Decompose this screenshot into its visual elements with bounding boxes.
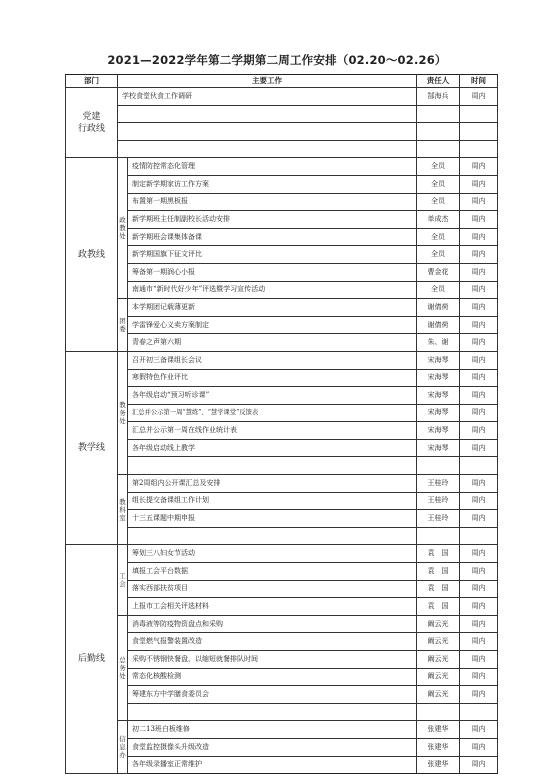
dept-label-line: 后勤线: [77, 654, 105, 665]
dept-label-line: 党建: [82, 111, 101, 122]
table-row: [66, 351, 498, 369]
subgroup-label-text: 总务处: [119, 655, 126, 681]
time-cell: 周内: [460, 651, 498, 669]
person-cell: 王桂玲: [417, 475, 460, 493]
task-cell: 常态化核酸检测: [128, 668, 417, 686]
time-cell: [460, 527, 498, 545]
table-row: [66, 563, 498, 581]
table-row: [66, 158, 498, 176]
table-row: [66, 615, 498, 633]
task-cell: 采购不锈钢快餐盘，以缩短就餐排队时间: [128, 651, 417, 669]
task-cell: 寒假特色作业评比: [128, 369, 417, 387]
task-cell: 南通市“新时代好少年”评选暨学习宣传活动: [128, 281, 417, 299]
person-cell: [417, 105, 460, 123]
dept-label-line: 政教线: [77, 249, 105, 260]
table-row: [66, 756, 498, 774]
person-cell: 宋海琴: [417, 439, 460, 457]
subgroup-label-text: 团委: [119, 316, 126, 334]
table-row: [66, 193, 498, 211]
time-cell: 周内: [460, 369, 498, 387]
time-cell: 周内: [460, 738, 498, 756]
subgroup-label-text: 教科室: [119, 497, 126, 522]
task-cell: 组长提交备课组工作计划: [128, 492, 417, 510]
time-cell: 周内: [460, 387, 498, 405]
person-cell: 王桂玲: [417, 510, 460, 528]
task-cell: 各年级启动“预习听诊课”: [128, 387, 417, 405]
table-row: [66, 439, 498, 457]
table-row: [66, 246, 498, 264]
person-cell: 宋海琴: [417, 422, 460, 440]
header-dept: 部门: [66, 75, 118, 88]
person-cell: [417, 527, 460, 545]
task-cell: [118, 123, 417, 141]
table-row: [66, 316, 498, 334]
person-cell: 全员: [417, 228, 460, 246]
table-row: [66, 263, 498, 281]
person-cell: 阚云光: [417, 668, 460, 686]
time-cell: 周内: [460, 246, 498, 264]
person-cell: 张建华: [417, 738, 460, 756]
task-cell: 筹建东方中学膳食委员会: [128, 686, 417, 704]
time-cell: 周内: [460, 686, 498, 704]
time-cell: 周内: [460, 88, 498, 106]
header-work: 主要工作: [118, 75, 417, 88]
task-cell: 各年级启动线上教学: [128, 439, 417, 457]
page-title: 2021—2022学年第二学期第二周工作安排（02.20～02.26）: [107, 53, 447, 67]
subgroup-label: [118, 158, 128, 299]
task-cell: 新学期班会课集体备课: [128, 228, 417, 246]
time-cell: 周内: [460, 580, 498, 598]
person-cell: 张建华: [417, 756, 460, 774]
table-row: [66, 651, 498, 669]
table-row: [66, 668, 498, 686]
time-cell: 周内: [460, 211, 498, 229]
task-cell: 食堂燃气报警装置改造: [128, 633, 417, 651]
time-cell: 周内: [460, 563, 498, 581]
person-cell: 郜海兵: [417, 88, 460, 106]
subgroup-label: [118, 475, 128, 545]
task-cell: [118, 105, 417, 123]
table-row: [66, 422, 498, 440]
subgroup-label-text: 信息办: [119, 735, 126, 760]
table-row: [66, 580, 498, 598]
time-cell: 周内: [460, 263, 498, 281]
task-cell: 落实西部扶贫项目: [128, 580, 417, 598]
time-cell: 周内: [460, 668, 498, 686]
time-cell: 周内: [460, 158, 498, 176]
person-cell: 单成杰: [417, 211, 460, 229]
table-row: [66, 598, 498, 616]
table-row: [66, 88, 498, 106]
time-cell: 周内: [460, 598, 498, 616]
person-cell: 宋海琴: [417, 387, 460, 405]
person-cell: 阚云光: [417, 686, 460, 704]
task-cell: 新学期班主任制副校长活动安排: [128, 211, 417, 229]
task-cell: 消毒液等防疫物资盘点和采购: [128, 615, 417, 633]
time-cell: [460, 123, 498, 141]
subgroup-label-text: 工会: [119, 572, 126, 589]
task-cell: [118, 140, 417, 158]
time-cell: 周内: [460, 175, 498, 193]
person-cell: 袁 国: [417, 545, 460, 563]
header-time: 时间: [460, 75, 498, 88]
person-cell: 袁 国: [417, 598, 460, 616]
task-cell: [128, 527, 417, 545]
table-row: [66, 123, 498, 141]
dept-cell: [66, 351, 118, 545]
time-cell: 周内: [460, 299, 498, 317]
task-cell: 筹划三八妇女节活动: [128, 545, 417, 563]
time-cell: 周内: [460, 475, 498, 493]
person-cell: [417, 457, 460, 475]
task-cell: 各年级录播室正常维护: [128, 756, 417, 774]
table-row: [66, 387, 498, 405]
person-cell: [417, 140, 460, 158]
time-cell: 周内: [460, 281, 498, 299]
person-cell: 谢倩荷: [417, 299, 460, 317]
table-row: [66, 492, 498, 510]
task-cell: 初二13班白板维修: [128, 721, 417, 739]
time-cell: 周内: [460, 510, 498, 528]
time-cell: 周内: [460, 756, 498, 774]
table-row: [66, 105, 498, 123]
table-row: [66, 369, 498, 387]
person-cell: 王桂玲: [417, 492, 460, 510]
person-cell: 朱、谢: [417, 334, 460, 352]
task-cell: 新学期国旗下征文评比: [128, 246, 417, 264]
task-cell: [128, 703, 417, 721]
time-cell: 周内: [460, 633, 498, 651]
time-cell: 周内: [460, 351, 498, 369]
person-cell: [417, 703, 460, 721]
subgroup-label: [118, 545, 128, 615]
table-row: [66, 299, 498, 317]
subgroup-label: [118, 615, 128, 721]
dept-cell: [66, 545, 118, 774]
table-row: [66, 527, 498, 545]
dept-label-line: 教学线: [77, 443, 105, 454]
person-cell: 阚云光: [417, 651, 460, 669]
time-cell: [460, 105, 498, 123]
time-cell: 周内: [460, 492, 498, 510]
schedule-table: [65, 74, 498, 774]
person-cell: 全员: [417, 281, 460, 299]
time-cell: 周内: [460, 228, 498, 246]
table-row: [66, 228, 498, 246]
person-cell: 阚云光: [417, 615, 460, 633]
table-row: [66, 545, 498, 563]
task-cell: 汇总并公示第一周在线作业统计表: [128, 422, 417, 440]
task-cell: 上报市工会相关评选材料: [128, 598, 417, 616]
person-cell: 宋海琴: [417, 404, 460, 422]
person-cell: 全员: [417, 175, 460, 193]
table-row: [66, 475, 498, 493]
person-cell: 袁 国: [417, 563, 460, 581]
task-cell: 疫情防控常态化管理: [128, 158, 417, 176]
task-cell: 本学期团记载薄更新: [128, 299, 417, 317]
time-cell: 周内: [460, 422, 498, 440]
person-cell: 全员: [417, 158, 460, 176]
task-cell: 制定新学期家访工作方案: [128, 175, 417, 193]
table-row: [66, 633, 498, 651]
table-row: [66, 211, 498, 229]
table-row: [66, 510, 498, 528]
dept-label-line: 行政线: [77, 123, 105, 134]
task-cell: 填报工会平台数据: [128, 563, 417, 581]
person-cell: 曹金花: [417, 263, 460, 281]
time-cell: [460, 457, 498, 475]
person-cell: 谢倩荷: [417, 316, 460, 334]
task-cell: 第2周组内公开课汇总及安排: [128, 475, 417, 493]
subgroup-label-text: 教务处: [119, 400, 126, 426]
task-cell: 学雷锋爱心义卖方案制定: [128, 316, 417, 334]
subgroup-label-text: 政教处: [119, 216, 126, 241]
dept-cell: [66, 158, 118, 352]
dept-cell: [66, 88, 118, 158]
person-cell: 全员: [417, 193, 460, 211]
person-cell: 阚云光: [417, 633, 460, 651]
time-cell: 周内: [460, 193, 498, 211]
subgroup-label: [118, 721, 128, 774]
time-cell: 周内: [460, 615, 498, 633]
person-cell: 宋海琴: [417, 351, 460, 369]
table-row: [66, 686, 498, 704]
table-row: [66, 721, 498, 739]
table-row: [66, 703, 498, 721]
time-cell: 周内: [460, 545, 498, 563]
table-row: [66, 457, 498, 475]
task-cell: 筹备第一期润心小报: [128, 263, 417, 281]
time-cell: 周内: [460, 721, 498, 739]
task-cell: 食堂监控摄像头升级改造: [128, 738, 417, 756]
task-cell: 青春之声第六期: [128, 334, 417, 352]
time-cell: [460, 703, 498, 721]
person-cell: [417, 123, 460, 141]
task-cell: 布置第一期黑板报: [128, 193, 417, 211]
task-cell: 召开初三备课组长会议: [128, 351, 417, 369]
table-row: [66, 175, 498, 193]
time-cell: 周内: [460, 334, 498, 352]
table-row: [66, 404, 498, 422]
person-cell: 宋海琴: [417, 369, 460, 387]
table-row: [66, 281, 498, 299]
time-cell: [460, 140, 498, 158]
table-row: [66, 334, 498, 352]
person-cell: 全员: [417, 246, 460, 264]
time-cell: 周内: [460, 404, 498, 422]
time-cell: 周内: [460, 316, 498, 334]
table-row: [66, 140, 498, 158]
task-cell: 十三五课题中期申报: [128, 510, 417, 528]
subgroup-label: [118, 351, 128, 474]
header-person: 责任人: [417, 75, 460, 88]
time-cell: 周内: [460, 439, 498, 457]
person-cell: 张建华: [417, 721, 460, 739]
task-cell: 学校食堂伙食工作调研: [118, 88, 417, 106]
person-cell: 袁 国: [417, 580, 460, 598]
task-cell: 汇总并公示第一周“慧练”、“慧学课堂”反馈表: [128, 404, 417, 422]
subgroup-label: [118, 299, 128, 352]
schedule-body: [66, 88, 498, 774]
header-row: [66, 75, 498, 88]
table-row: [66, 738, 498, 756]
task-cell: [128, 457, 417, 475]
